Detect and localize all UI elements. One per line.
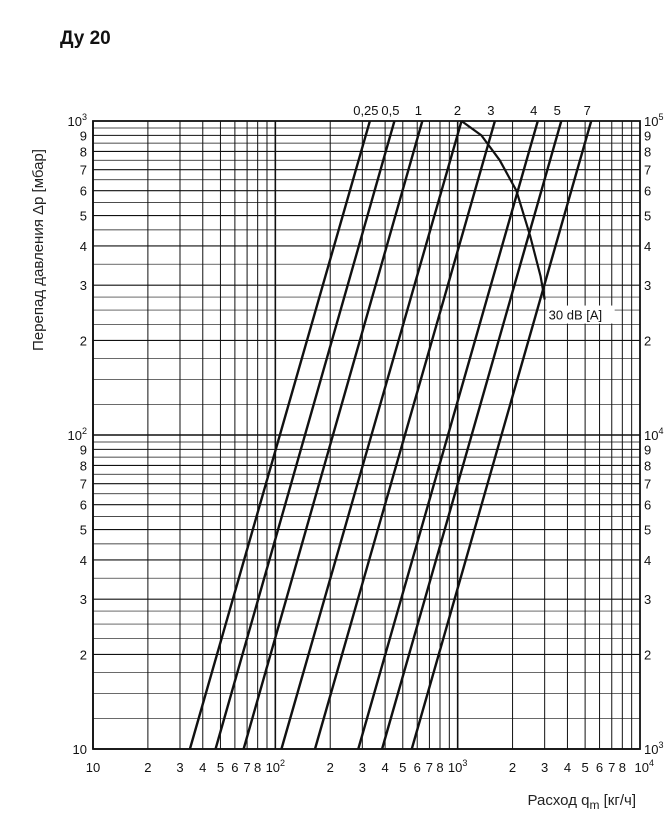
- x-tick-label: 7: [425, 760, 434, 775]
- y-right-tick-label: 8: [644, 144, 652, 160]
- series-label-1: 0,5: [381, 103, 400, 118]
- x-tick-label: 5: [216, 760, 225, 775]
- y-right-tick-label: 2: [644, 333, 652, 349]
- y-right-tick-label: 2: [644, 647, 652, 663]
- x-axis-label: Расход $q_m$ [кг/ч]: [527, 792, 636, 812]
- y-left-tick-label: 9: [79, 128, 87, 144]
- y-left-tick-label: $10^2$: [67, 426, 87, 443]
- x-tick-label: 4: [199, 760, 207, 775]
- series-label-0: 0,25: [353, 103, 379, 118]
- y-left-tick-label: 4: [79, 238, 87, 254]
- x-tick-label: 7: [243, 760, 251, 775]
- series-label-3: 2: [453, 103, 462, 118]
- y-right-tick-label: 7: [644, 476, 652, 492]
- x-tick-label: $10^2$: [265, 758, 286, 775]
- series-label-7: 7: [583, 103, 591, 118]
- y-right-tick-label: 5: [644, 208, 652, 224]
- x-tick-label: 6: [595, 760, 604, 775]
- y-left-tick-label: 7: [79, 162, 87, 178]
- y-right-tick-label: 6: [644, 497, 652, 513]
- y-left-tick-label: 6: [79, 183, 87, 199]
- series-label-5: 4: [530, 103, 538, 118]
- y-right-tick-labels: [644, 112, 663, 757]
- y-right-tick-label: 6: [644, 183, 652, 199]
- x-tick-label: 8: [254, 760, 262, 775]
- series-label-6: 5: [553, 103, 561, 118]
- x-tick-label: $10^3$: [447, 758, 468, 775]
- series-label-4: 3: [487, 103, 495, 118]
- y-left-tick-label: 2: [79, 333, 87, 349]
- series-label-2: 1: [414, 103, 422, 118]
- y-left-tick-label: 3: [79, 278, 87, 294]
- y-left-tick-label: 8: [79, 458, 87, 474]
- y-left-tick-label: 2: [79, 647, 87, 663]
- y-right-tick-label: 4: [644, 552, 652, 568]
- y-right-tick-label: $10^3$: [644, 740, 664, 757]
- y-left-tick-label: $10^3$: [67, 112, 87, 129]
- x-tick-label: $10^4$: [634, 758, 654, 775]
- x-tick-label: 3: [176, 760, 184, 775]
- y-left-tick-label: 10: [72, 742, 87, 757]
- y-right-tick-label: 8: [644, 458, 652, 474]
- x-tick-label: 4: [381, 760, 389, 775]
- x-tick-label: 5: [399, 760, 407, 775]
- y-right-tick-label: $10^4$: [644, 426, 664, 443]
- x-tick-label: 4: [563, 760, 572, 775]
- y-right-tick-label: 4: [644, 238, 652, 254]
- x-tick-label: 3: [358, 760, 366, 775]
- x-tick-label: 2: [508, 760, 517, 775]
- noise-limit-curve: [462, 121, 545, 300]
- y-right-tick-label: 7: [644, 162, 652, 178]
- y-left-tick-label: 6: [79, 497, 87, 513]
- y-left-tick-label: 7: [79, 476, 87, 492]
- x-tick-label: 2: [326, 760, 334, 775]
- page-title: Ду 20: [60, 28, 111, 49]
- y-left-tick-label: 9: [79, 442, 87, 458]
- x-tick-label: 5: [581, 760, 589, 775]
- x-tick-labels: [86, 758, 654, 775]
- y-right-tick-label: $10^5$: [644, 112, 664, 129]
- y-left-tick-label: 8: [79, 144, 87, 160]
- y-left-tick-labels: [68, 112, 87, 757]
- x-tick-label: 6: [231, 760, 239, 775]
- x-tick-label: 3: [541, 760, 549, 775]
- y-right-tick-label: 5: [644, 522, 652, 538]
- y-right-tick-label: 3: [644, 592, 652, 608]
- y-axis-label: Перепад давления Δp [мбар]: [30, 149, 47, 351]
- y-left-tick-label: 5: [79, 208, 87, 224]
- x-tick-label: 7: [608, 760, 616, 775]
- annotation-label: 30 dB [A]: [548, 307, 603, 323]
- x-tick-label: 8: [436, 760, 444, 775]
- y-left-tick-label: 3: [79, 592, 87, 608]
- y-right-tick-label: 3: [644, 278, 652, 294]
- y-left-tick-label: 5: [79, 522, 87, 538]
- x-tick-label: 2: [144, 760, 152, 775]
- y-left-tick-label: 4: [79, 552, 87, 568]
- x-tick-label: 8: [618, 760, 626, 775]
- y-right-tick-label: 9: [644, 442, 652, 458]
- y-right-tick-label: 9: [644, 128, 652, 144]
- x-tick-label: 6: [413, 760, 421, 775]
- x-tick-label: 10: [85, 760, 101, 775]
- series-lines: [190, 103, 591, 749]
